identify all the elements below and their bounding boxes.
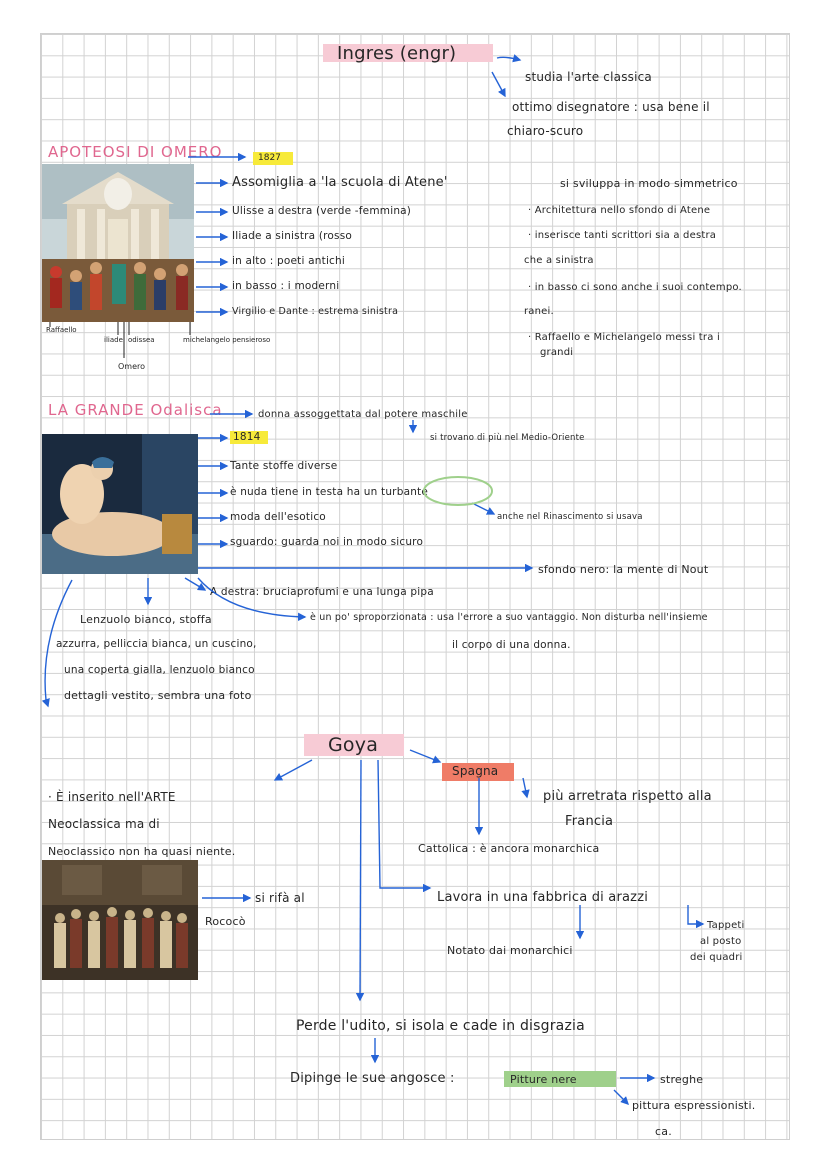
bottom-left-2: azzurra, pelliccia bianca, un cuscino, [56, 638, 257, 650]
label-iliade: iliade [104, 336, 123, 344]
odalisca-point-1: donna assoggettata dal potere maschile [258, 409, 468, 420]
goya-streghe: streghe [660, 1073, 704, 1086]
goya-rococo-1: si rifà al [255, 891, 305, 905]
apoteosi-year: 1827 [258, 153, 281, 163]
note-medio-oriente: si trovano di più nel Medio-Oriente [430, 433, 585, 443]
goya-tappeti-3: dei quadri [690, 952, 743, 963]
ingres-note-2: ottimo disegnatore : usa bene il [512, 100, 710, 114]
spagna-note-2: Francia [565, 814, 614, 829]
bottom-left-3: una coperta gialla, lenzuolo bianco [64, 664, 255, 676]
goya-dipinge: Dipinge le sue angosce : [290, 1071, 455, 1086]
apoteosi-title: APOTEOSI DI OMERO [48, 143, 223, 161]
label-michelangelo: michelangelo pensieroso [183, 336, 271, 344]
goya-title: Goya [328, 734, 379, 756]
goya-pittura-esp-2: ca. [655, 1125, 672, 1138]
ingres-note-1: studia l'arte classica [525, 70, 652, 84]
apoteosi-right-1: si sviluppa in modo simmetrico [560, 177, 738, 190]
spagna-note-1: più arretrata rispetto alla [543, 789, 712, 804]
bottom-left-1: Lenzuolo bianco, stoffa [80, 613, 212, 626]
note-rinascimento: anche nel Rinascimento si usava [497, 512, 643, 522]
arrow-goya-lavora [378, 760, 430, 888]
odalisca-point-3: Tante stoffe diverse [230, 460, 338, 472]
apoteosi-right-5: · in basso ci sono anche i suoi contempo. [528, 282, 742, 293]
odalisca-point-6: sguardo: guarda noi in modo sicuro [230, 536, 424, 548]
arrow-goya-perde [360, 760, 361, 1000]
apoteosi-point-5: in basso : i moderni [232, 280, 340, 292]
label-raffaello: Raffaello [46, 326, 77, 334]
apoteosi-right-4: che a sinistra [524, 255, 594, 266]
goya-perde: Perde l'udito, si isola e cade in disgrazia [296, 1018, 585, 1034]
goya-tappeti-1: Tappeti [707, 920, 745, 931]
odalisca-point-4: è nuda tiene in testa ha un turbante [230, 486, 429, 498]
arrow-pittura-esp [614, 1090, 628, 1104]
label-odissea: odissea [128, 336, 155, 344]
apoteosi-point-4: in alto : poeti antichi [232, 255, 346, 267]
odalisca-year: 1814 [233, 431, 261, 443]
arrow-tappeti [688, 905, 703, 924]
arrow-spagna-arretrata [523, 778, 527, 797]
apoteosi-right-8: grandi [540, 347, 574, 358]
goya-tappeti-2: al posto [700, 936, 742, 947]
ingres-title: Ingres (engr) [337, 43, 457, 64]
apoteosi-right-3: · inserisce tanti scrittori sia a destra [528, 230, 717, 241]
odalisca-point-5: moda dell'esotico [230, 511, 326, 523]
goya-rococo-2: Rococò [205, 915, 246, 928]
goya-pitture-nere: Pitture nere [510, 1073, 577, 1086]
arrow-goya-spagna [410, 750, 440, 762]
arrow-ingres-studia [497, 57, 520, 60]
apoteosi-point-1: Assomiglia a 'la scuola di Atene' [232, 175, 448, 190]
odalisca-title: LA GRANDE Odalisca [48, 401, 223, 419]
arrow-sproporzionata [198, 578, 305, 617]
arrow-goya-neoclassica [275, 760, 312, 780]
goya-lavora: Lavora in una fabbrica di arazzi [437, 890, 649, 905]
goya-neoclassica-3: Neoclassico non ha quasi niente. [48, 845, 236, 858]
note-sfondo: sfondo nero: la mente di Nout [538, 563, 709, 576]
goya-notato: Notato dai monarchici [447, 944, 573, 957]
bottom-left-4: dettagli vestito, sembra una foto [64, 689, 252, 702]
goya-cattolica: Cattolica : è ancora monarchica [418, 842, 600, 855]
goya-spagna: Spagna [452, 764, 499, 778]
arrow-turbante [472, 503, 494, 514]
arrow-left-bracket [45, 580, 72, 706]
apoteosi-right-7: · Raffaello e Michelangelo messi tra i [528, 332, 720, 343]
goya-neoclassica-1: · È inserito nell'ARTE [48, 790, 176, 804]
apoteosi-point-3: Iliade a sinistra (rosso [232, 230, 353, 242]
arrow-ingres-disegnatore [492, 72, 505, 96]
apoteosi-point-6: Virgilio e Dante : estrema sinistra [232, 306, 399, 317]
label-omero: Omero [118, 362, 146, 371]
goya-pittura-esp-1: pittura espressionisti. [632, 1099, 756, 1112]
ingres-note-3: chiaro-scuro [507, 124, 584, 138]
arrow-destra [185, 578, 205, 590]
note-a-destra: A destra: bruciaprofumi e una lunga pipa [210, 586, 434, 598]
apoteosi-right-2: · Architettura nello sfondo di Atene [528, 205, 711, 216]
note-sproporzionata-1: è un po' sproporzionata : usa l'errore a suo vantaggio. Non disturba nell'insieme [310, 612, 708, 623]
apoteosi-point-2: Ulisse a destra (verde -femmina) [232, 205, 412, 217]
turbante-circle [424, 477, 492, 505]
goya-neoclassica-2: Neoclassica ma di [48, 817, 160, 831]
apoteosi-right-6: ranei. [524, 306, 554, 317]
note-sproporzionata-2: il corpo di una donna. [452, 639, 571, 651]
